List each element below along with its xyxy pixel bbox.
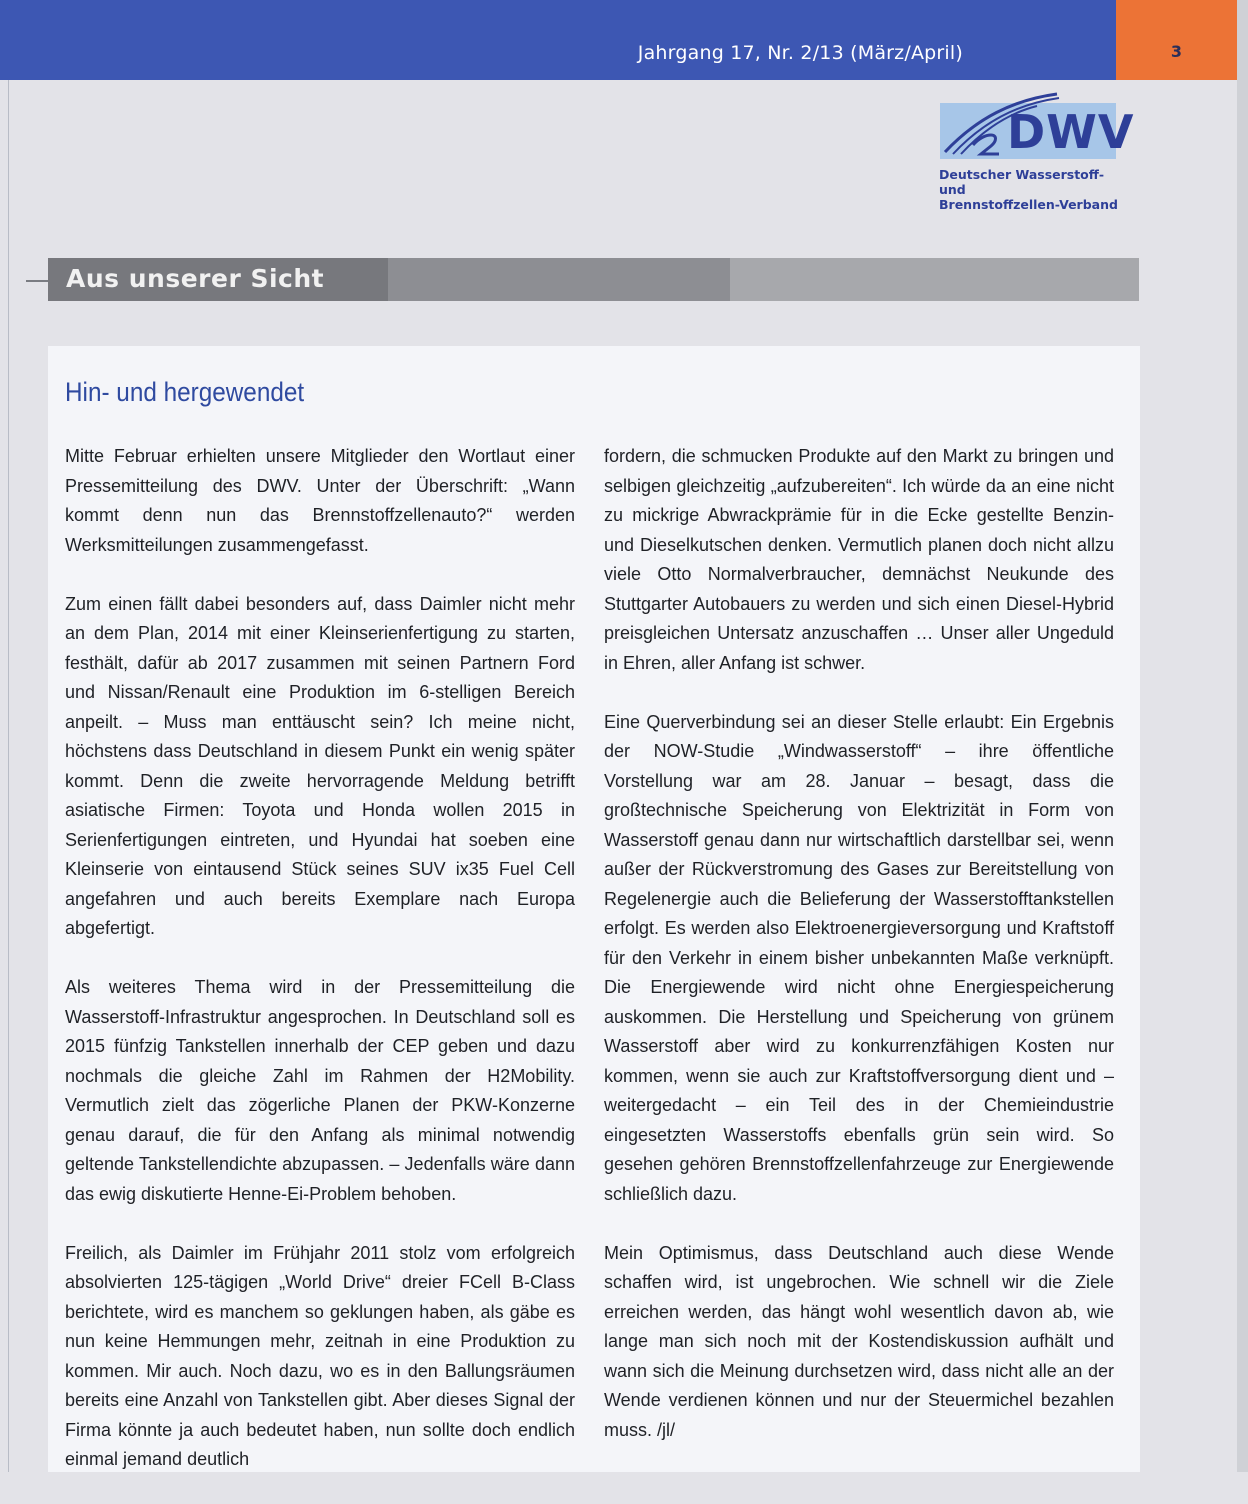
section-banner [48, 258, 388, 301]
logo-subtitle-line2: Brennstoffzellen-Verband [939, 197, 1118, 212]
paragraph: fordern, die schmucken Produkte auf den Markt zu bringen und selbigen gleichzeitig „aufzubereiten“. Ich würde da an eine nicht zu mickrige Abwrackprämie für in die Ecke gestellte Benzin- und Dieselkutschen denken. Vermutlich planen doch nicht allzu viele Otto Normalverbraucher, demnächst Neukunde des Stuttgarter Autobauers zu werden und sich einen Diesel-Hybrid preisgleichen Untersatz anzuschaffen … Unser aller Ungeduld in Ehren, aller Anfang ist schwer. [604, 446, 1114, 673]
logo-subtitle [939, 167, 1119, 212]
logo-wordmark: DWV [1007, 105, 1135, 159]
page-number: 3 [1170, 42, 1183, 61]
section-title: Aus unserer Sicht [66, 264, 325, 293]
margin-line [8, 80, 9, 1472]
header-bar [0, 0, 1116, 80]
paragraph: Zum einen fällt dabei besonders auf, dass Daimler nicht mehr an dem Plan, 2014 mit einer Kleinserienfertigung zu starten, festhält, dafür ab 2017 zusammen mit seinen Partnern Ford und Nissan/Renault eine Produktion im 6-stelligen Bereich anpeilt. – Muss man enttäuscht sein? Ich meine nicht, höchstens dass Deutschland in diesem Punkt ein wenig später kommt. Denn die zweite hervorragende Meldung betrifft asiatische Firmen: Toyota und Honda wollen 2015 in Serienfertigungen eintreten, und Hyundai hat soeben eine Kleinserie von eintausend Stück seines SUV ix35 Fuel Cell angefahren und auch bereits Exemplare nach Europa abgefertigt. [65, 593, 575, 938]
paragraph: Eine Querverbindung sei an dieser Stelle erlaubt: Ein Ergebnis der NOW-Studie „Windwasserstoff“ – ihre öffentliche Vorstellung war am 28. Januar – besagt, dass die großtechnische Speicherung von Elektrizität in Form von Wasserstoff genau dann nur wirtschaftlich darstellbar sei, wenn außer der Rückverstromung des Gases zur Bereitstellung von Regelenergie auch die Belieferung der Wasserstofftankstellen erfolgt. Es werden also Elektroenergieversorgung und Kraftstoff für den Verkehr in einem bisher unbekannten Maße verknüpft. Die Energiewende wird nicht ohne Energiespeicherung auskommen. Die Herstellung und Speicherung von grünem Wasserstoff aber wird zu konkurrenzfähigen Kosten nur kommen, wenn sie auch zur Kraftstoffversorgung dient und – weitergedacht – ein Teil des in der Chemieindustrie eingesetzten Wasserstoffs ebenfalls grün sein wird. So gesehen gehören Brennstoffzellenfahrzeuge zur Energiewende schließlich dazu. [604, 711, 1114, 1204]
paper-edge [1237, 0, 1248, 1472]
dwv-logo [939, 88, 1135, 212]
paragraph: Mitte Februar erhielten unsere Mitglieder den Wortlaut einer Pressemitteilung des DWV. Unter der Überschrift: „Wann kommt denn nun das Brennstoffzellenauto?“ werden Werksmitteilungen zusammengefasst. [65, 446, 575, 555]
section-banner-light [730, 258, 1139, 301]
issue-info: Jahrgang 17, Nr. 2/13 (März/April) [637, 42, 963, 64]
section-banner-mid [388, 258, 730, 301]
article-column-left [65, 442, 575, 1504]
paragraph: Als weiteres Thema wird in der Pressemitteilung die Wasserstoff-Infrastruktur angesprochen. In Deutschland soll es 2015 fünfzig Tankstellen innerhalb der CEP geben und dazu nochmals die gleiche Zahl im Rahmen der H2Mobility. Vermutlich zielt das zögerliche Planen der PKW-Konzerne genau darauf, die für den Anfang als minimal notwendig geltende Tankstellendichte abzupassen. – Jedenfalls wäre dann das ewig diskutierte Henne-Ei-Problem behoben. [65, 977, 575, 1204]
page-number-box [1116, 0, 1237, 80]
section-rule [26, 280, 48, 282]
article-title: Hin- und hergewendet [65, 377, 305, 407]
paragraph: Freilich, als Daimler im Frühjahr 2011 stolz vom erfolgreich absolvierten 125-tägigen „World Drive“ dreier FCell B-Class berichtete, wird es manchem so geklungen haben, als gäbe es nun keine Hemmungen mehr, zeitnah in eine Produktion zu kommen. Mir auch. Noch dazu, wo es in den Ballungsräumen bereits eine Anzahl von Tankstellen gibt. Aber dieses Signal der Firma könnte ja auch bedeutet haben, nun sollte doch endlich einmal jemand deutlich [65, 1242, 575, 1469]
article-column-right [604, 442, 1114, 1475]
logo-subtitle-line1: Deutscher Wasserstoff- und [939, 167, 1105, 197]
paragraph: Mein Optimismus, dass Deutschland auch diese Wende schaffen wird, ist ungebrochen. Wie schnell wir die Ziele erreichen werden, das hängt wohl wesentlich davon ab, wie lange man sich noch mit der Kostendiskussion aufhält und wann sich die Meinung durchsetzen wird, dass nicht alle an der Wende verdienen können und nur der Steuermichel bezahlen muss. /jl/ [604, 1242, 1114, 1440]
